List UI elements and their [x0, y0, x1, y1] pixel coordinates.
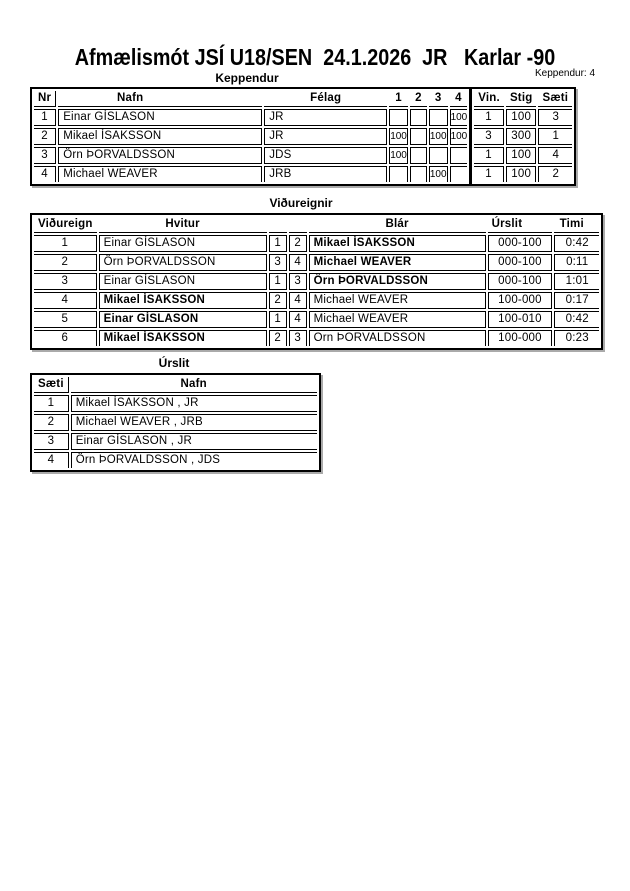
rank-cell: 1	[34, 395, 69, 412]
score-cell: 100	[389, 128, 408, 145]
white-player-cell: Mikael ÍSAKSSON	[99, 330, 267, 346]
rank-cell: 2	[34, 414, 69, 431]
nr-cell: 1	[34, 109, 56, 126]
stig-cell: 100	[506, 166, 537, 182]
vidureignir-table	[30, 213, 603, 350]
col-header-vidureign: Viðureign	[34, 217, 97, 233]
col-header-saeti: Sæti	[538, 91, 572, 107]
table-row	[34, 330, 599, 346]
white-player-cell: Einar GÍSLASON	[99, 235, 267, 252]
felag-cell: JRB	[264, 166, 387, 182]
col-header-saeti: Sæti	[34, 377, 69, 393]
table-row	[474, 147, 572, 164]
nafn-cell: Örn ÞORVALDSSON	[58, 147, 262, 164]
blue-player-cell: Michael WEAVER	[309, 311, 486, 328]
score-cell: 100	[389, 147, 408, 164]
col-header-stig: Stig	[506, 91, 537, 107]
table-row	[34, 414, 317, 431]
col-header-spacer	[289, 217, 307, 233]
urslit-table	[30, 373, 321, 472]
score-cell	[450, 147, 468, 164]
saeti-cell: 3	[538, 109, 572, 126]
score-cell: 100	[429, 166, 448, 182]
col-header-nr: Nr	[34, 91, 56, 107]
rank-cell: 3	[34, 433, 69, 450]
table-row	[34, 292, 599, 309]
col-header-nafn: Nafn	[58, 91, 262, 107]
blue-number-cell: 3	[289, 273, 307, 290]
saeti-cell: 2	[538, 166, 572, 182]
blue-number-cell: 2	[289, 235, 307, 252]
blue-player-cell: Michael WEAVER	[309, 254, 486, 271]
blue-player-cell: Michael WEAVER	[309, 292, 486, 309]
result-cell: 100-000	[488, 292, 553, 309]
white-number-cell: 2	[269, 292, 287, 309]
name-cell: Örn ÞORVALDSSON , JDS	[71, 452, 317, 468]
score-cell	[389, 109, 408, 126]
result-cell: 100-010	[488, 311, 553, 328]
table-row	[34, 147, 467, 164]
nr-cell: 3	[34, 147, 56, 164]
score-cell: 100	[450, 109, 468, 126]
table-row	[34, 235, 599, 252]
felag-cell: JR	[264, 109, 387, 126]
time-cell: 0:42	[554, 311, 599, 328]
urslit-main-table	[30, 373, 321, 472]
result-cell: 000-100	[488, 235, 553, 252]
table-row	[474, 109, 572, 126]
nr-cell: 2	[34, 128, 56, 145]
table-row	[34, 395, 317, 412]
urslit-section-title: Úrslit	[158, 356, 190, 370]
time-cell: 1:01	[554, 273, 599, 290]
vin-cell: 1	[474, 147, 504, 164]
col-header-3: 3	[429, 91, 448, 107]
vin-cell: 3	[474, 128, 504, 145]
col-header-felag: Félag	[264, 91, 387, 107]
result-cell: 000-100	[488, 254, 553, 271]
page-title: Afmælismót JSÍ U18/SEN 24.1.2026 JR Karlar -90	[74, 44, 556, 70]
col-header-4: 4	[450, 91, 468, 107]
table-row	[34, 433, 317, 450]
keppendur-standings-table	[470, 87, 576, 186]
blue-player-cell: Mikael ÍSAKSSON	[309, 235, 486, 252]
time-cell: 0:23	[554, 330, 599, 346]
vin-cell: 1	[474, 166, 504, 182]
white-number-cell: 3	[269, 254, 287, 271]
match-number-cell: 5	[34, 311, 97, 328]
table-row	[34, 273, 599, 290]
score-cell: 100	[429, 128, 448, 145]
score-cell: 100	[450, 128, 468, 145]
col-header-1: 1	[389, 91, 408, 107]
nafn-cell: Michael WEAVER	[58, 166, 262, 182]
table-row	[34, 452, 317, 468]
result-cell: 000-100	[488, 273, 553, 290]
rank-cell: 4	[34, 452, 69, 468]
match-number-cell: 2	[34, 254, 97, 271]
standings-header-row	[474, 91, 572, 107]
col-header-spacer	[269, 217, 287, 233]
col-header-blar: Blár	[309, 217, 486, 233]
stig-cell: 100	[506, 147, 537, 164]
match-number-cell: 4	[34, 292, 97, 309]
score-cell	[450, 166, 468, 182]
match-number-cell: 6	[34, 330, 97, 346]
col-header-2: 2	[410, 91, 427, 107]
col-header-vin: Vin.	[474, 91, 504, 107]
competitors-count: Keppendur: 4	[535, 68, 596, 79]
blue-number-cell: 4	[289, 254, 307, 271]
felag-cell: JDS	[264, 147, 387, 164]
blue-number-cell: 3	[289, 330, 307, 346]
table-row	[34, 128, 467, 145]
time-cell: 0:42	[554, 235, 599, 252]
vin-cell: 1	[474, 109, 504, 126]
name-cell: Michael WEAVER , JRB	[71, 414, 317, 431]
col-header-nafn: Nafn	[71, 377, 317, 393]
urslit-header-row	[34, 377, 317, 393]
white-player-cell: Einar GÍSLASON	[99, 311, 267, 328]
vidureignir-header-row	[34, 217, 599, 233]
time-cell: 0:11	[554, 254, 599, 271]
col-header-hvitur: Hvitur	[99, 217, 267, 233]
white-number-cell: 2	[269, 330, 287, 346]
white-player-cell: Mikael ÍSAKSSON	[99, 292, 267, 309]
time-cell: 0:17	[554, 292, 599, 309]
nafn-cell: Einar GÍSLASON	[58, 109, 262, 126]
name-cell: Einar GÍSLASON , JR	[71, 433, 317, 450]
white-player-cell: Örn ÞORVALDSSON	[99, 254, 267, 271]
white-number-cell: 1	[269, 235, 287, 252]
match-number-cell: 1	[34, 235, 97, 252]
name-cell: Mikael ÍSAKSSON , JR	[71, 395, 317, 412]
table-row	[34, 109, 467, 126]
blue-player-cell: Orn ÞORVALDSSON	[309, 330, 486, 346]
white-player-cell: Einar GÍSLASON	[99, 273, 267, 290]
stig-cell: 100	[506, 109, 537, 126]
score-cell	[410, 147, 427, 164]
white-number-cell: 1	[269, 311, 287, 328]
result-cell: 100-000	[488, 330, 553, 346]
table-row	[34, 254, 599, 271]
keppendur-header-row	[34, 91, 467, 107]
white-number-cell: 1	[269, 273, 287, 290]
blue-number-cell: 4	[289, 311, 307, 328]
vidureignir-main-table	[30, 213, 603, 350]
blue-player-cell: Örn ÞORVALDSSON	[309, 273, 486, 290]
table-row	[474, 128, 572, 145]
score-cell	[410, 109, 427, 126]
score-cell	[410, 166, 427, 182]
blue-number-cell: 4	[289, 292, 307, 309]
nafn-cell: Mikael ÍSAKSSON	[58, 128, 262, 145]
match-number-cell: 3	[34, 273, 97, 290]
table-row	[34, 166, 467, 182]
felag-cell: JR	[264, 128, 387, 145]
score-cell	[389, 166, 408, 182]
vidureignir-section-title: Viðureignir	[269, 196, 333, 210]
saeti-cell: 1	[538, 128, 572, 145]
score-cell	[429, 109, 448, 126]
score-cell	[429, 147, 448, 164]
keppendur-main-table	[30, 87, 471, 186]
col-header-timi: Timi	[554, 217, 599, 233]
keppendur-section-title: Keppendur	[215, 71, 279, 85]
table-row	[474, 166, 572, 182]
table-row	[34, 311, 599, 328]
nr-cell: 4	[34, 166, 56, 182]
keppendur-table	[30, 87, 576, 186]
col-header-urslit: Úrslit	[488, 217, 553, 233]
saeti-cell: 4	[538, 147, 572, 164]
score-cell	[410, 128, 427, 145]
stig-cell: 300	[506, 128, 537, 145]
